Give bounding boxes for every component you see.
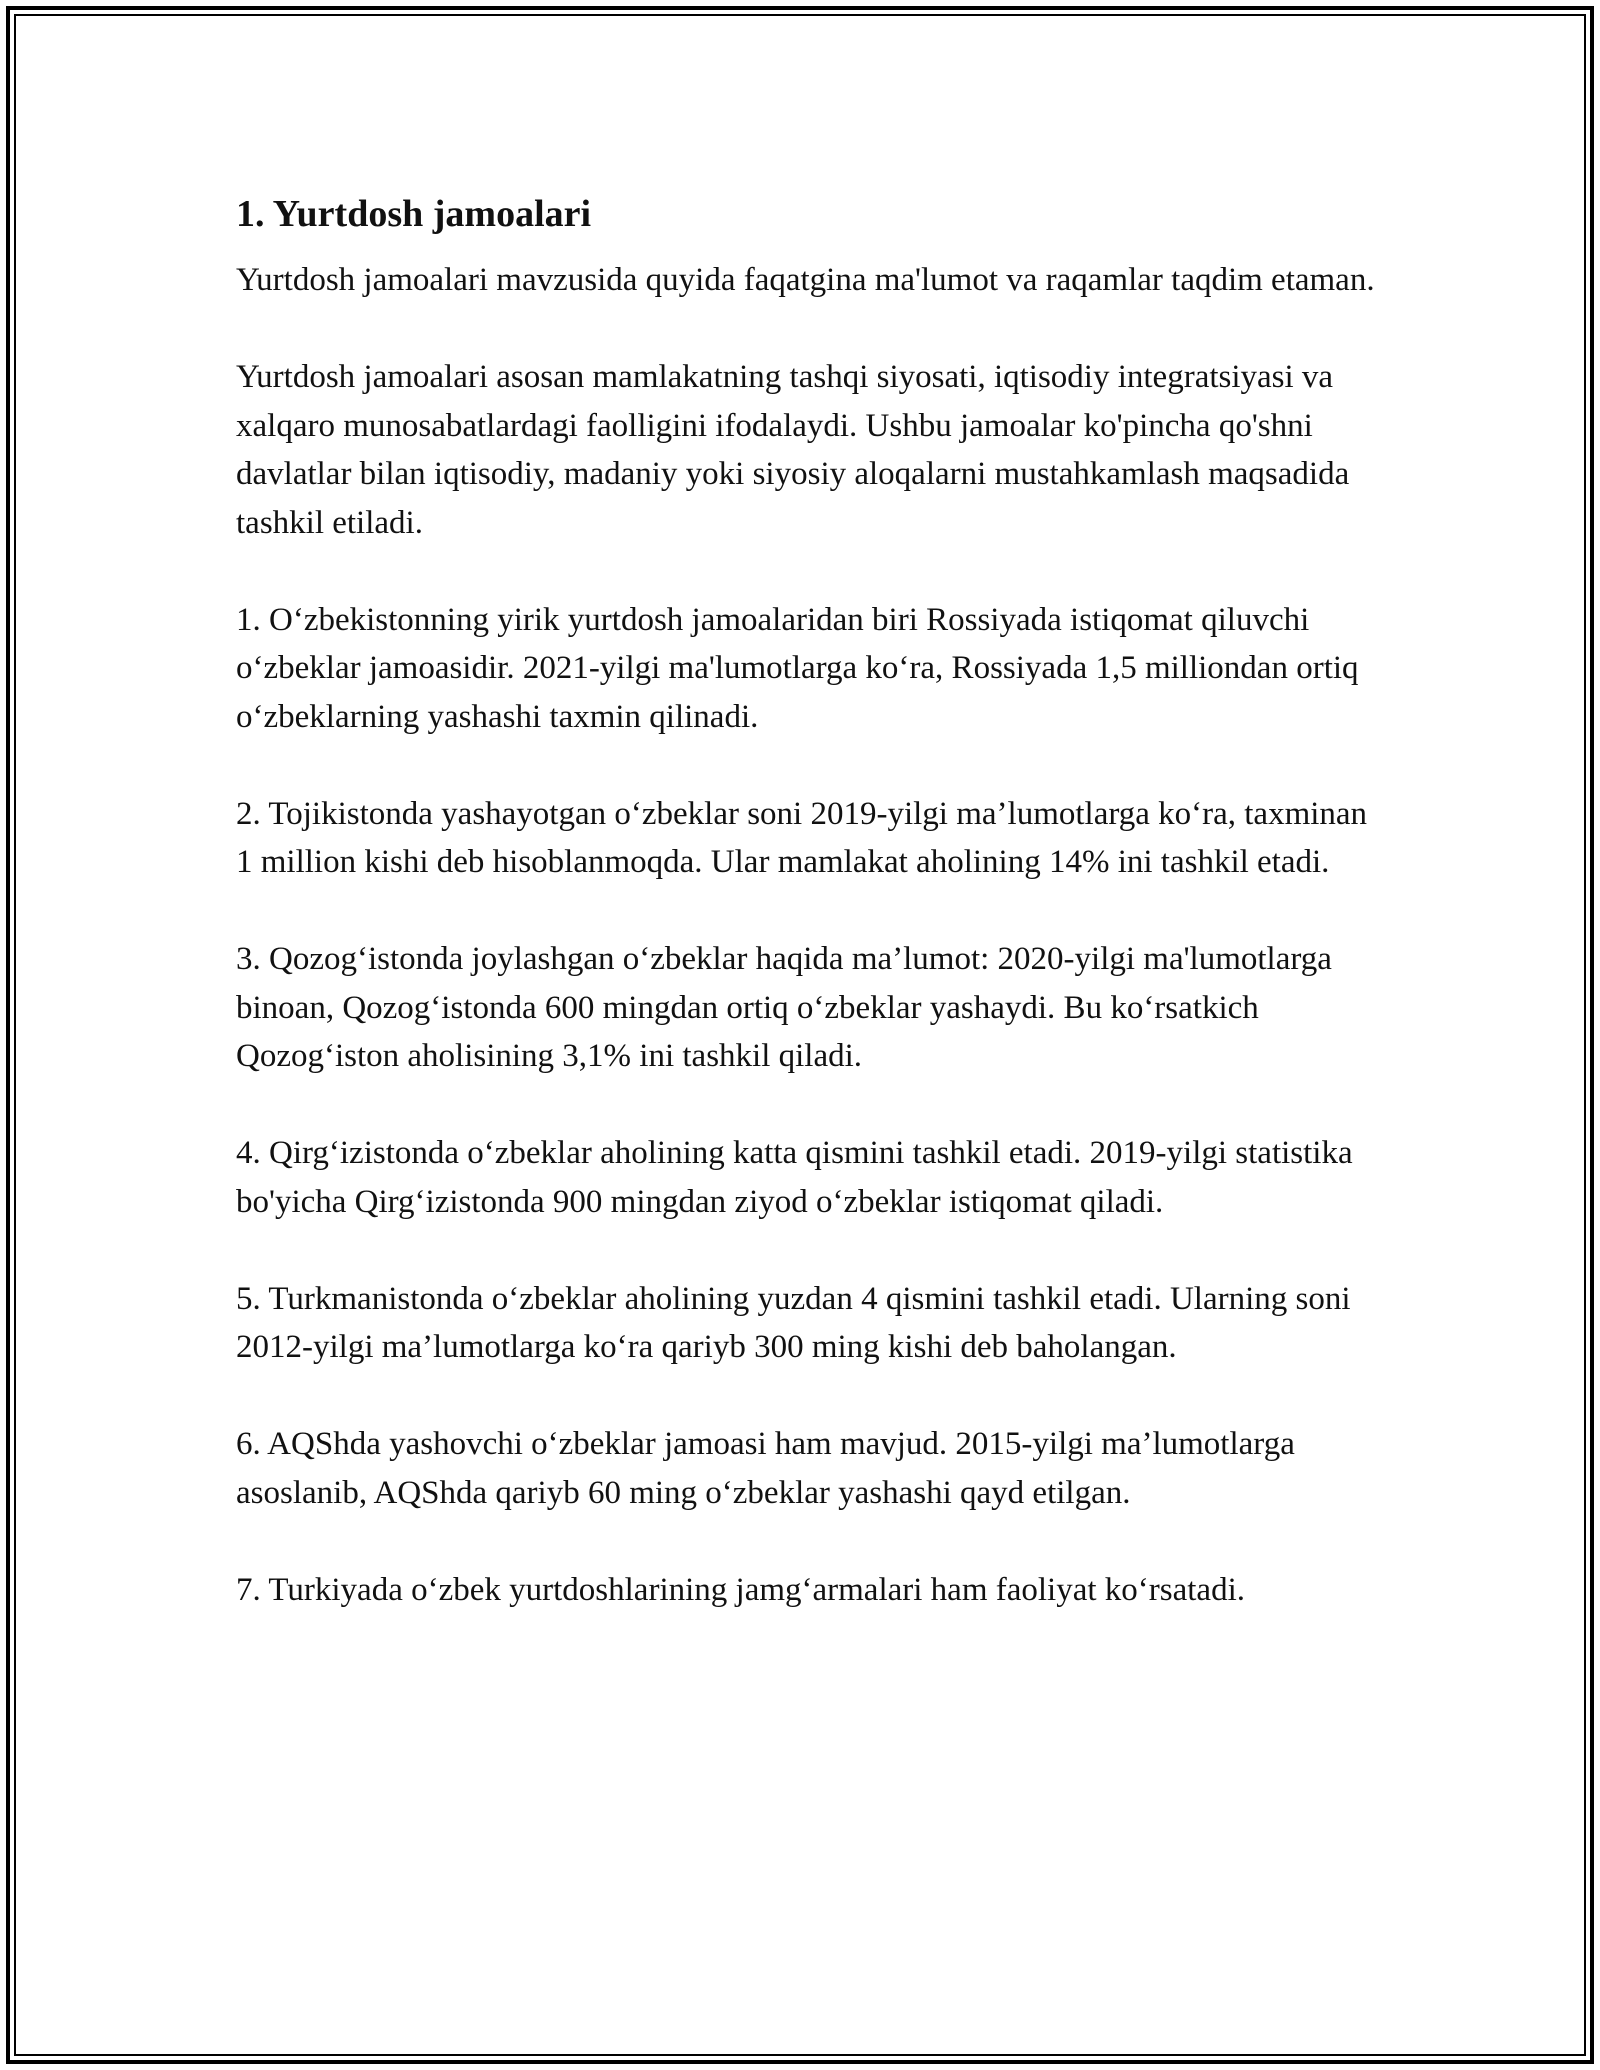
item-kazakhstan-paragraph: 3. Qozog‘istonda joylashgan o‘zbeklar haqida ma’lumot: 2020-yilgi ma'lumotlarga binoan, Qozog‘istonda 600 mingdan ortiq o‘zbeklar yashaydi. Bu ko‘rsatkich Qozog‘iston aholisining 3,1% ini tashkil qiladi. [236,941,1332,1074]
document-body [236,186,1386,1614]
item-kyrgyzstan-paragraph: 4. Qirg‘izistonda o‘zbeklar aholining katta qismini tashkil etadi. 2019-yilgi statistika bo'yicha Qirg‘izistonda 900 mingdan ziyod o‘zbeklar istiqomat qiladi. [236,1135,1353,1220]
item-turkmenistan-paragraph: 5. Turkmanistonda o‘zbeklar aholining yuzdan 4 qismini tashkil etadi. Ularning soni 2012-yilgi ma’lumotlarga ko‘ra qariyb 300 ming kishi deb baholangan. [236,1280,1351,1365]
intro-paragraph: Yurtdosh jamoalari mavzusida quyida faqatgina ma'lumot va raqamlar taqdim etaman. [236,262,1375,298]
item-turkey-paragraph: 7. Turkiyada o‘zbek yurtdoshlarining jamg‘armalari ham faoliyat ko‘rsatadi. [236,1571,1245,1608]
item-russia-paragraph: 1. O‘zbekistonning yirik yurtdosh jamoalaridan biri Rossiyada istiqomat qiluvchi o‘zbeklar jamoasidir. 2021-yilgi ma'lumotlarga ko‘ra, Rossiyada 1,5 milliondan ortiq o‘zbeklarning yashashi taxmin qilinadi. [236,601,1359,735]
item-usa-paragraph: 6. AQShda yashovchi o‘zbeklar jamoasi ham mavjud. 2015-yilgi ma’lumotlarga asoslanib, AQShda qariyb 60 ming o‘zbeklar yashashi qayd etilgan. [236,1426,1295,1511]
section-heading: 1. Yurtdosh jamoalari [236,193,592,235]
description-paragraph: Yurtdosh jamoalari asosan mamlakatning tashqi siyosati, iqtisodiy integratsiyasi va xalqaro munosabatlardagi faolligini ifodalaydi. Ushbu jamoalar ko'pincha qo'shni davlatlar bilan iqtisodiy, madaniy yoki siyosiy aloqalarni mustahkamlash maqsadida tashkil etiladi. [236,359,1350,541]
item-tajikistan-paragraph: 2. Tojikistonda yashayotgan o‘zbeklar soni 2019-yilgi ma’lumotlarga ko‘ra, taxminan 1 million kishi deb hisoblanmoqda. Ular mamlakat aholining 14% ini tashkil etadi. [236,795,1368,880]
